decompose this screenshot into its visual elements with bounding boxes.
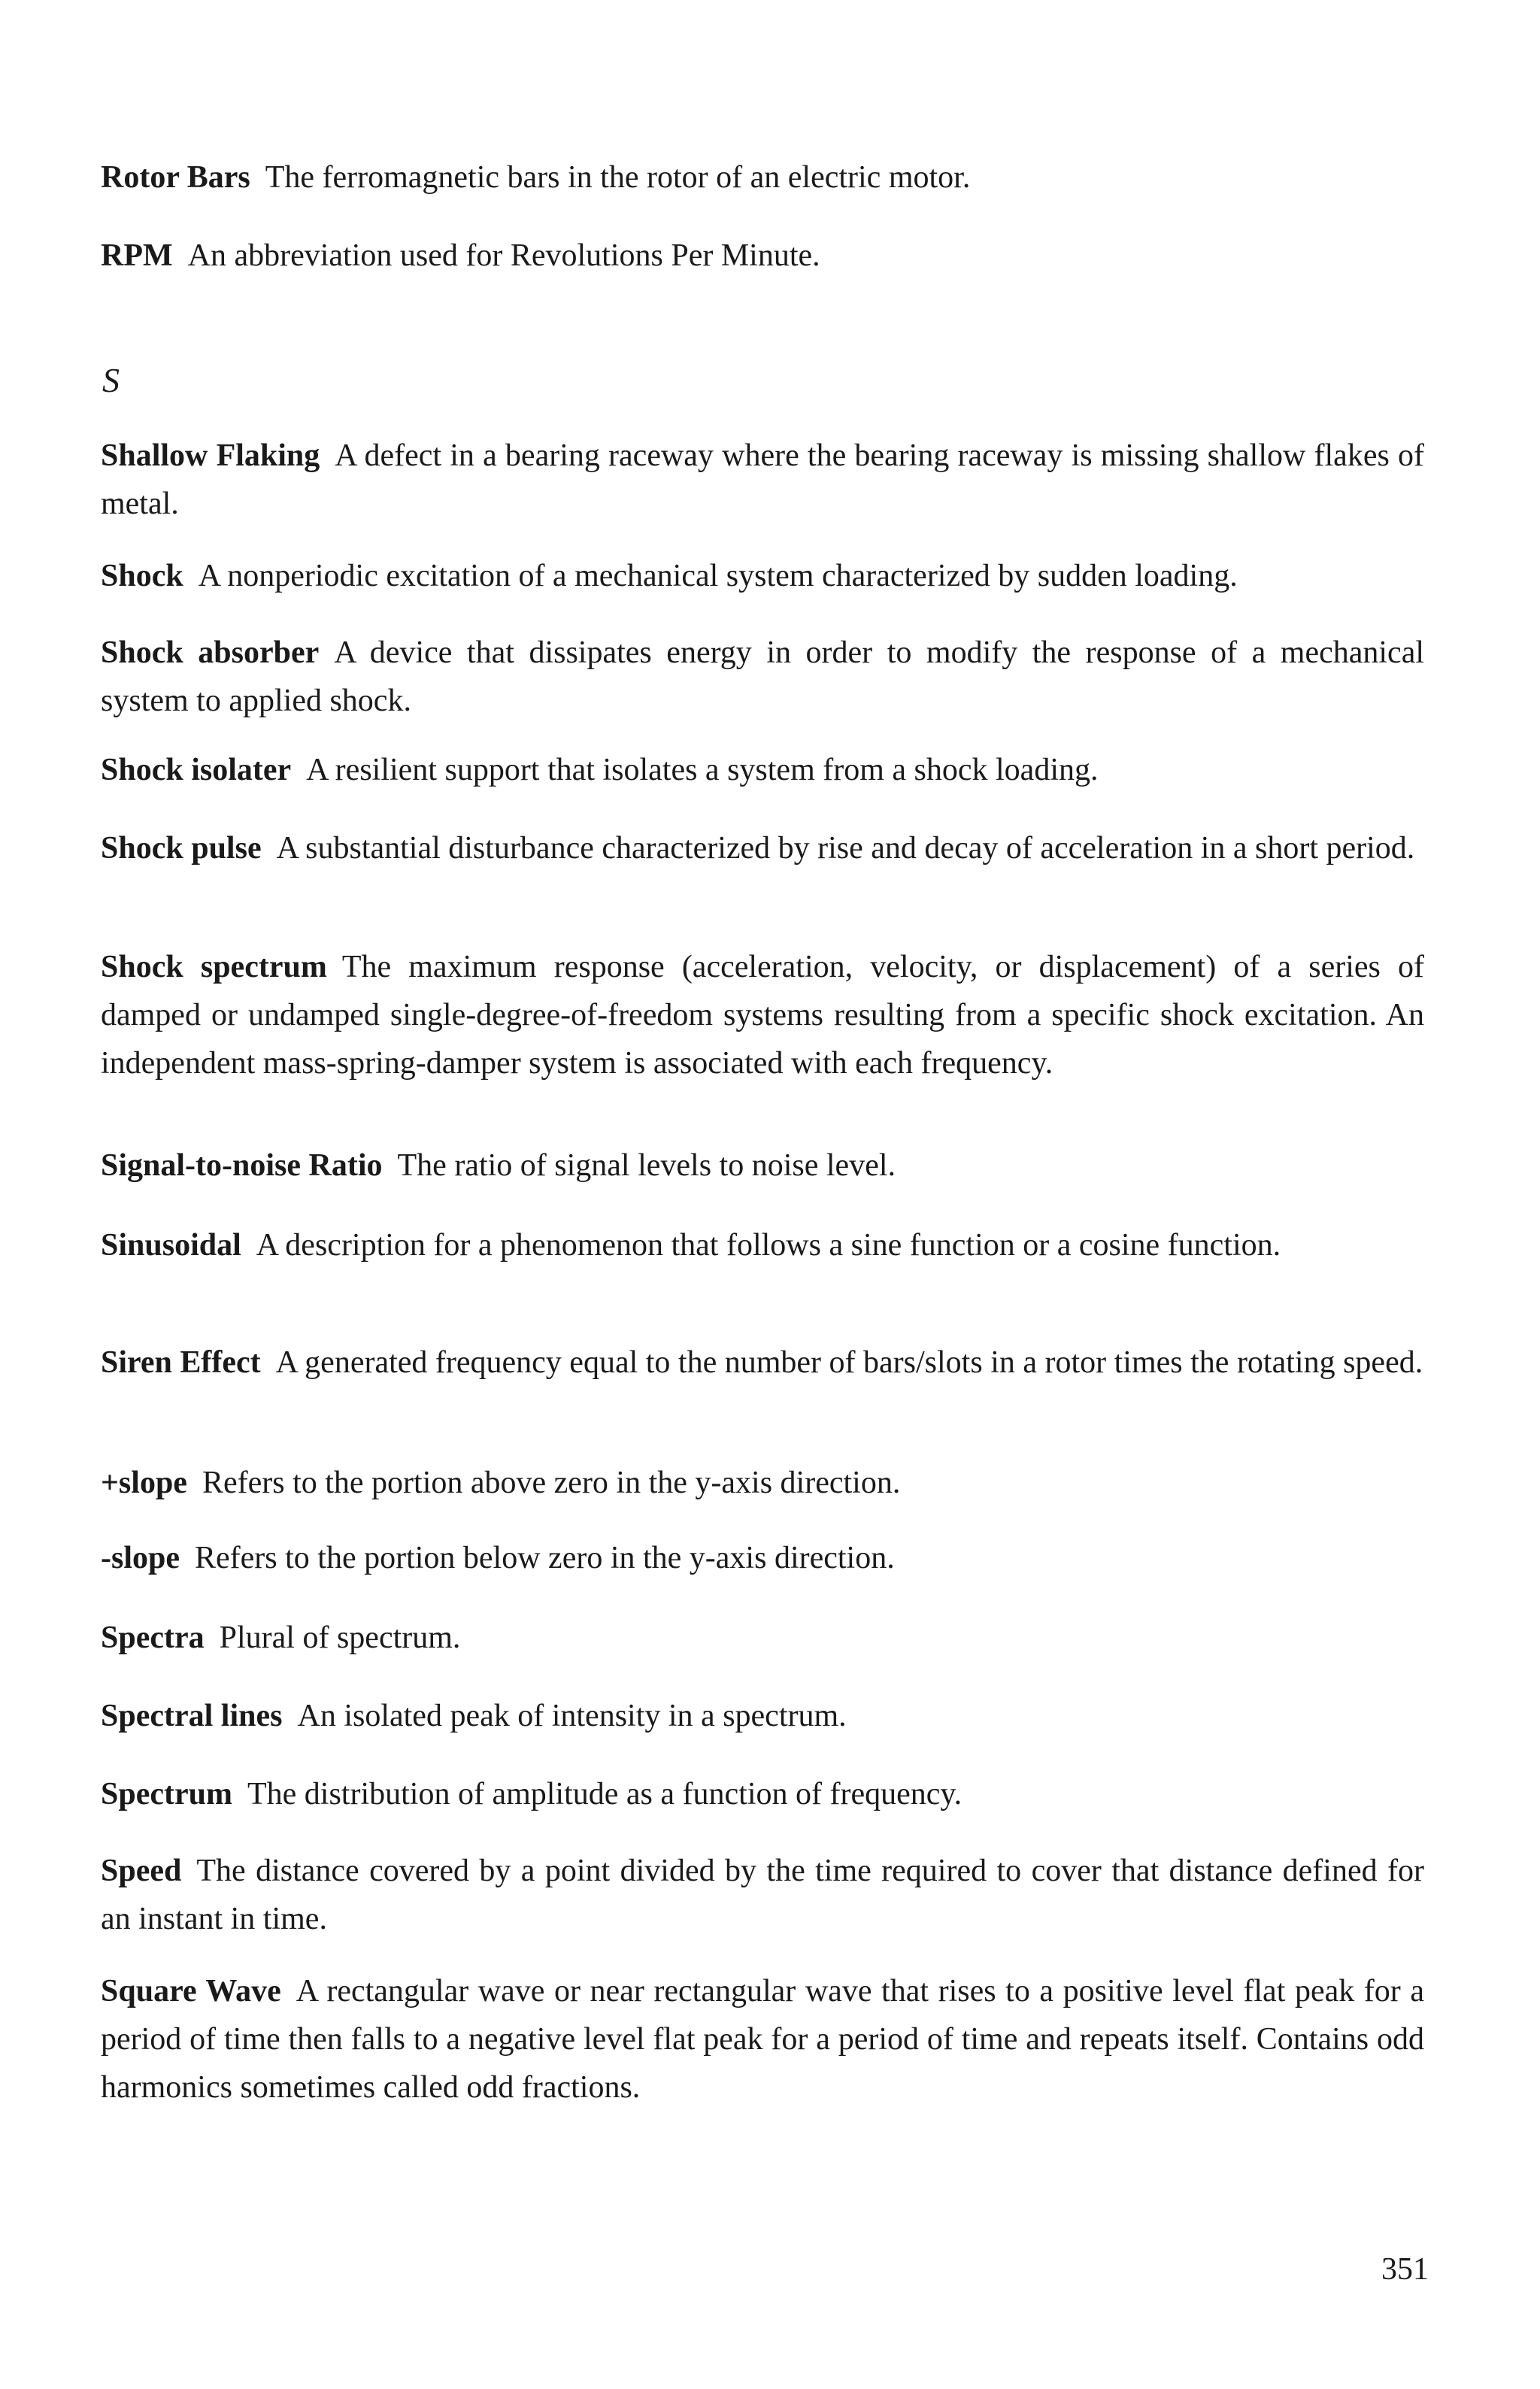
glossary-definition: The ratio of signal levels to noise level.: [397, 1148, 896, 1183]
glossary-term: Shock absorber: [101, 635, 320, 670]
glossary-entry-signal-to-noise-ratio: [101, 1141, 1424, 1190]
glossary-term: -slope: [101, 1541, 180, 1575]
glossary-entry-minus-slope: [101, 1534, 1424, 1582]
glossary-entry-plus-slope: [101, 1459, 1424, 1507]
glossary-definition: A rectangular wave or near rectangular wave that rises to a positive level flat peak for a period of time then falls to a negative level flat peak for a period of time and repeats itself. Contains odd harmonics sometimes called odd fractions.: [101, 1974, 1424, 2105]
glossary-term: Signal-to-noise Ratio: [101, 1148, 383, 1183]
glossary-term: Spectral lines: [101, 1699, 283, 1733]
glossary-definition: The distance covered by a point divided by the time required to cover that distance defined for an instant in time.: [101, 1854, 1424, 1936]
glossary-term: Shock spectrum: [101, 950, 327, 984]
glossary-definition: The distribution of amplitude as a function of frequency.: [247, 1777, 962, 1811]
glossary-entry-shock-spectrum: [101, 943, 1424, 1087]
glossary-definition: Refers to the portion below zero in the y-axis direction.: [195, 1541, 895, 1575]
glossary-term: Spectra: [101, 1620, 205, 1655]
glossary-entry-shock-absorber: [101, 629, 1424, 725]
glossary-definition: The maximum response (acceleration, velocity, or displacement) of a series of damped or undamped single-degree-of-freedom systems resulting from a specific shock excitation. An independent mass-spring-damper system is associated with each frequency.: [101, 950, 1424, 1081]
glossary-definition: A device that dissipates energy in order to modify the response of a mechanical system to applied shock.: [101, 635, 1425, 718]
glossary-definition: An isolated peak of intensity in a spectrum.: [297, 1699, 847, 1733]
glossary-entry-square-wave: [101, 1967, 1424, 2112]
glossary-term: Siren Effect: [101, 1345, 261, 1380]
glossary-entry-shock-isolater: [101, 746, 1424, 794]
glossary-definition: An abbreviation used for Revolutions Per Minute.: [187, 238, 820, 273]
glossary-entry-spectrum: [101, 1770, 1424, 1818]
glossary-definition: A defect in a bearing raceway where the bearing raceway is missing shallow flakes of metal.: [101, 438, 1424, 521]
glossary-entry-spectral-lines: [101, 1692, 1424, 1740]
glossary-term: Shallow Flaking: [101, 438, 320, 473]
glossary-term: Shock isolater: [101, 753, 292, 787]
glossary-term: +slope: [101, 1466, 187, 1500]
glossary-entry-shock-pulse: [101, 824, 1424, 872]
glossary-entry-shallow-flaking: [101, 432, 1424, 528]
glossary-entry-rotor-bars: [101, 153, 1424, 202]
glossary-term: Sinusoidal: [101, 1228, 241, 1263]
glossary-term: RPM: [101, 238, 173, 273]
glossary-definition: Refers to the portion above zero in the y-axis direction.: [202, 1466, 901, 1500]
section-letter: S: [102, 361, 120, 399]
glossary-entry-siren-effect: [101, 1339, 1424, 1387]
glossary-entry-spectra: [101, 1614, 1424, 1662]
glossary-definition: A nonperiodic excitation of a mechanical system characterized by sudden loading.: [198, 559, 1238, 593]
glossary-entry-rpm: [101, 232, 1424, 280]
glossary-term: Shock pulse: [101, 831, 262, 866]
glossary-term: Square Wave: [101, 1974, 281, 2009]
glossary-definition: The ferromagnetic bars in the rotor of an electric motor.: [265, 160, 971, 195]
glossary-definition: A resilient support that isolates a system from a shock loading.: [306, 753, 1099, 787]
glossary-definition: A substantial disturbance characterized by rise and decay of acceleration in a short period.: [276, 831, 1415, 866]
glossary-term: Rotor Bars: [101, 160, 250, 195]
glossary-term: Shock: [101, 559, 183, 593]
glossary-definition: A description for a phenomenon that follows a sine function or a cosine function.: [256, 1228, 1281, 1263]
glossary-entry-shock: [101, 552, 1424, 600]
page-number: 351: [1381, 2252, 1429, 2287]
glossary-term: Speed: [101, 1854, 182, 1888]
glossary-definition: A generated frequency equal to the number of bars/slots in a rotor times the rotating speed.: [275, 1345, 1423, 1380]
glossary-term: Spectrum: [101, 1777, 232, 1811]
glossary-entry-speed: [101, 1847, 1424, 1943]
glossary-definition: Plural of spectrum.: [219, 1620, 461, 1655]
glossary-entry-sinusoidal: [101, 1221, 1424, 1269]
